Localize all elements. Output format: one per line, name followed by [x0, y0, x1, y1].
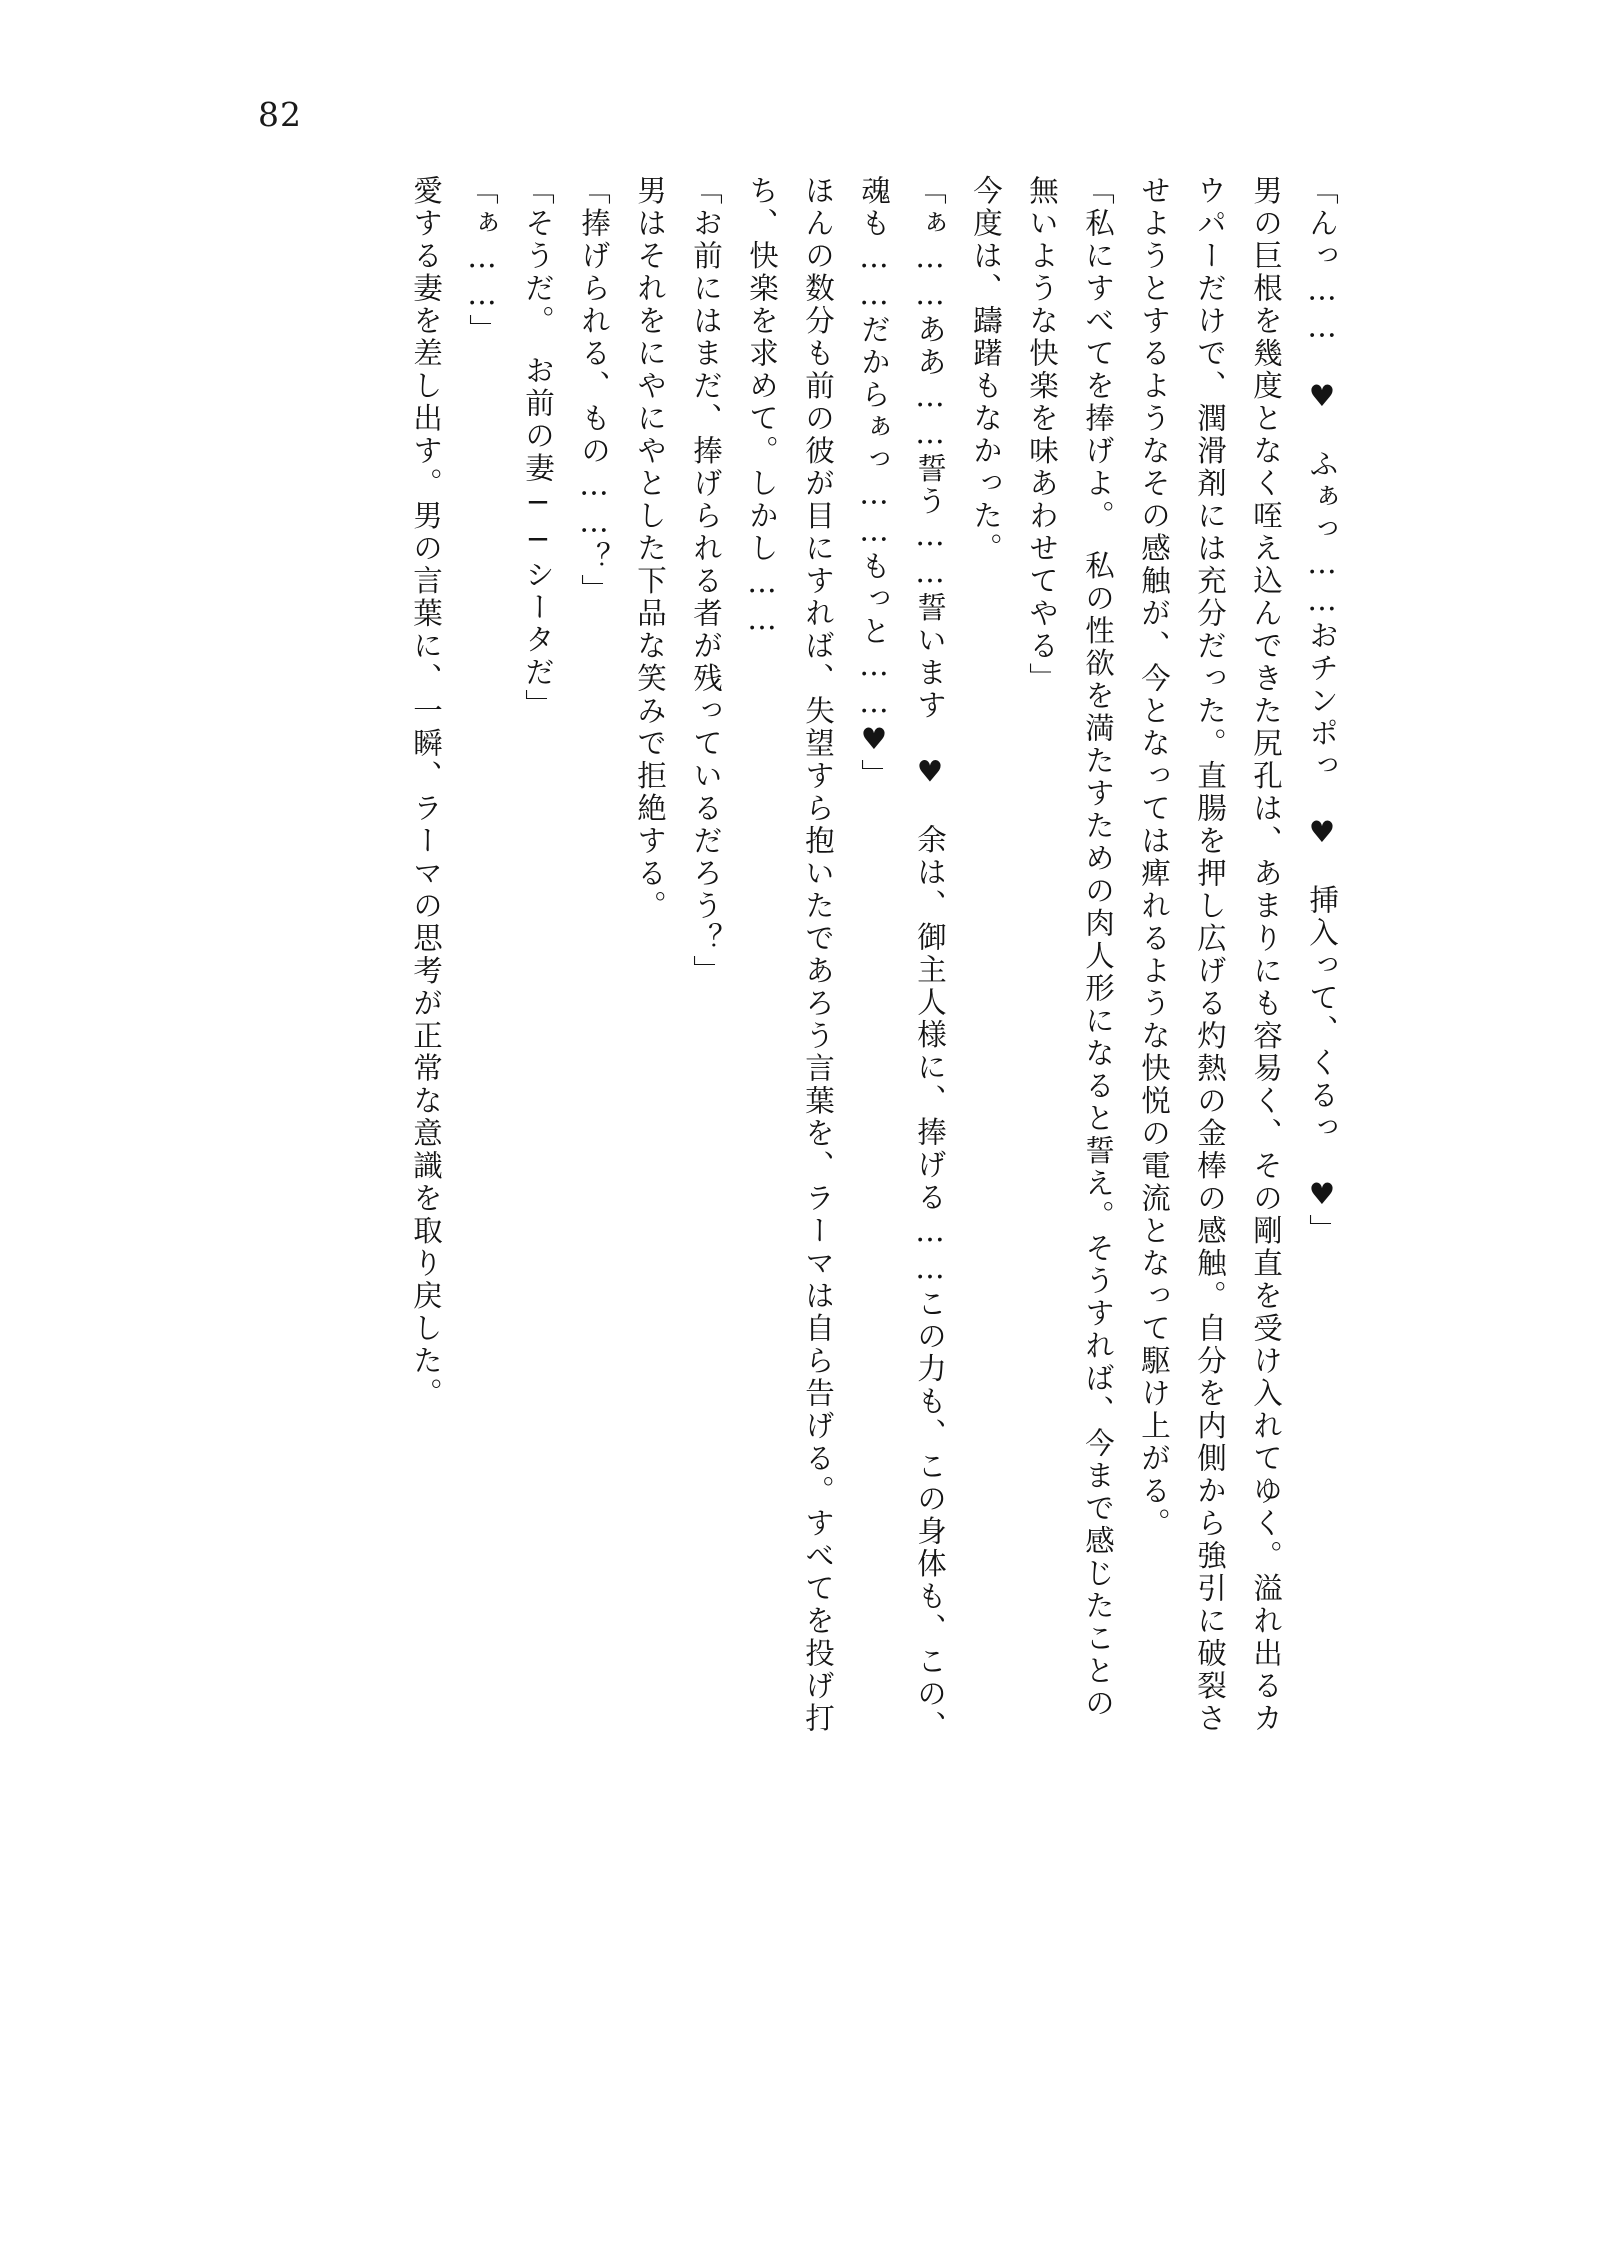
- paragraph: 「そうだ。 お前の妻──シータだ」: [521, 175, 555, 722]
- paragraph: 「んっ…… ♥ ふぁっ……おチンポっ ♥ 挿入って、くるっ ♥」: [1305, 175, 1339, 1247]
- paragraph: ほんの数分も前の彼が目にすれば、失望すら抱いたであろう言葉を、ラーマは自ら告げる。すべてを投げ打ち、快楽を求めて。しかし……: [745, 175, 835, 1735]
- paragraph: 今度は、躊躇もなかった。: [969, 175, 1003, 565]
- paragraph: 愛する妻を差し出す。男の言葉に、一瞬、ラーマの思考が正常な意識を取り戻した。: [409, 175, 443, 1410]
- paragraph: 男はそれをにやにやとした下品な笑みで拒絶する。: [633, 175, 667, 923]
- paragraph: 「お前にはまだ、捧げられる者が残っているだろう？」: [689, 175, 723, 988]
- page-number: 82: [258, 95, 302, 134]
- paragraph: 「私にすべてを捧げよ。 私の性欲を満たすための肉人形になると誓え。そうすれば、今まで感じたことの無いような快楽を味あわせてやる」: [1025, 175, 1115, 1721]
- paragraph: 「ぁ……」: [465, 175, 499, 347]
- paragraph: 男の巨根を幾度となく咥え込んできた尻孔は、あまりにも容易く、その剛直を受け入れてゆく。溢れ出るカウパーだけで、潤滑剤には充分だった。直腸を押し広げる灼熱の金棒の感触。自分を内側から強引に破裂させようとするようなその感触が、今となっては痺れるような快悦の電流となって駆け上がる。: [1137, 175, 1283, 1735]
- paragraph: 「捧げられる、もの……？」: [577, 175, 611, 607]
- paragraph: 「ぁ……ああ……誓う……誓います ♥ 余は、御主人様に、捧げる……この力も、この身体も、この、魂も……だからぁっ……もっと……♥」: [857, 175, 947, 1743]
- body-text-vertical: [240, 175, 1350, 1745]
